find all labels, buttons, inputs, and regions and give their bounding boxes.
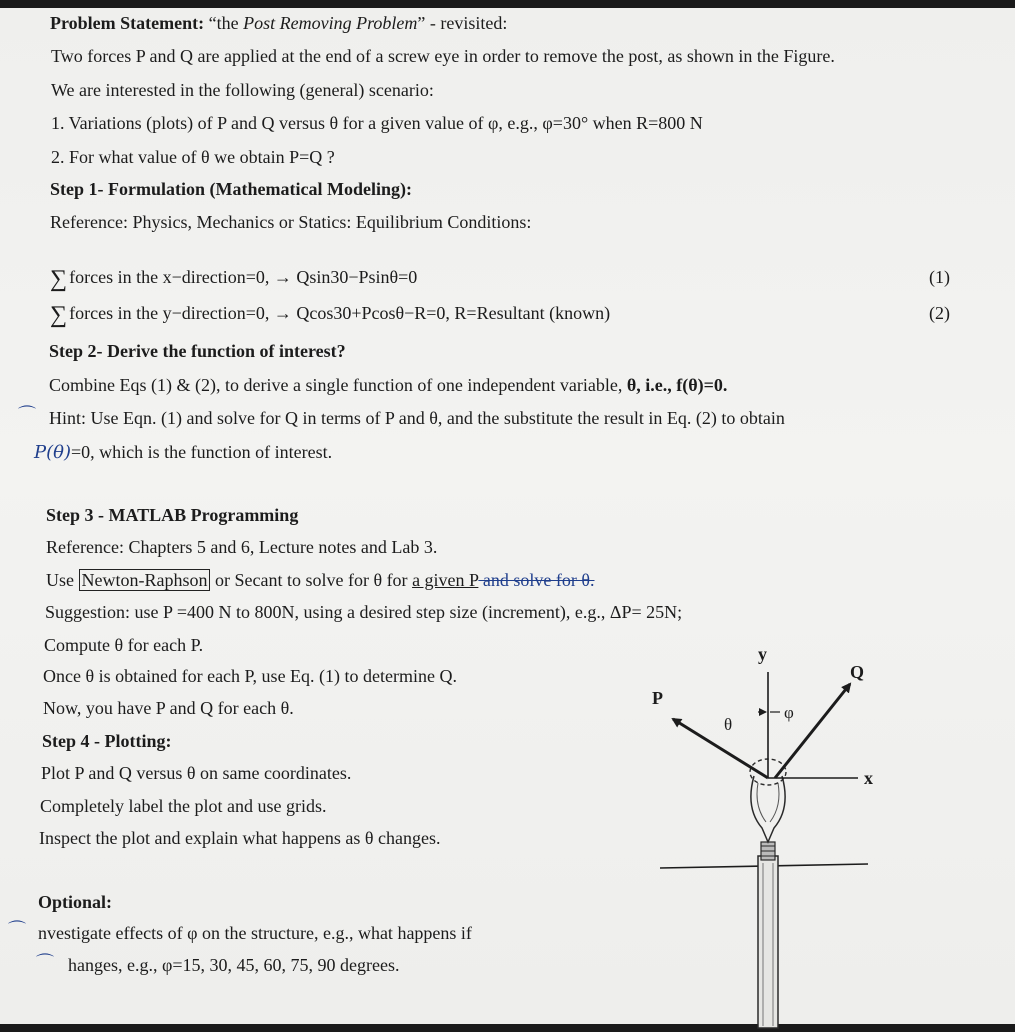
step3-once: Once θ is obtained for each P, use Eq. (1) to determine Q. [43,666,457,686]
force-q-label: Q [850,662,865,682]
theta-label: θ [724,715,733,734]
optional-line-2: hanges, e.g., φ=15, 30, 45, 60, 75, 90 degrees. [68,955,400,975]
step4-line-2: Completely label the plot and use grids. [40,796,327,816]
force-p-label: P [652,688,663,708]
phi-label: φ [784,703,794,722]
step4-heading: Step 4 - Plotting: [42,731,172,751]
step3-suggestion: Suggestion: use P =400 N to 800N, using a desired step size (increment), e.g., ΔP= 25N; [45,602,683,622]
problem-title: Problem Statement: “the Post Removing Problem” - revisited: [50,13,508,33]
scenario-item-1: 1. Variations (plots) of P and Q versus θ for a given value of φ, e.g., φ=30° when R=800 N [51,113,703,133]
sigma-symbol: ∑ [50,266,68,292]
step3-now: Now, you have P and Q for each θ. [43,698,294,718]
handwritten-mark: ⌒ [36,953,54,973]
step2-hint: Hint: Use Eqn. (1) and solve for Q in terms of P and θ, and the substitute the result in Eq. (2) to obtain [49,408,785,428]
step3-reference: Reference: Chapters 5 and 6, Lecture notes and Lab 3. [46,537,438,557]
step4-line-3: Inspect the plot and explain what happens as θ changes. [39,828,441,848]
equation-2-number: (2) [929,303,950,323]
struck-text: and solve for θ. [478,570,595,590]
optional-line-1: nvestigate effects of φ on the structure, e.g., what happens if [38,923,472,943]
scenario-item-2: 2. For what value of θ we obtain P=Q ? [51,147,335,167]
intro-line-1: Two forces P and Q are applied at the end of a screw eye in order to remove the post, as shown in the Figure. [51,46,835,66]
step3-compute: Compute θ for each P. [44,635,204,655]
screw-eye [751,776,785,842]
force-diagram [640,638,900,1032]
equation-2: ∑ forces in the y−direction=0, → Qcos30+Pcosθ−R=0, R=Resultant (known) [50,302,611,328]
step2-function-line: P(θ)=0, which is the function of interest. [34,442,333,463]
force-q-arrow [775,684,850,778]
step3-method-line: Use Newton-Raphson or Secant to solve for θ for a given P and solve for θ. [46,570,595,590]
worksheet-page [0,8,1015,1024]
handwritten-mark: ⌒ [18,405,36,425]
post [758,856,778,1028]
step4-line-1: Plot P and Q versus θ on same coordinates. [41,763,352,783]
step3-heading: Step 3 - MATLAB Programming [46,505,299,525]
intro-line-2: We are interested in the following (general) scenario: [51,80,434,100]
y-axis-label: y [758,644,767,664]
step2-heading: Step 2- Derive the function of interest? [49,341,346,361]
equation-1: ∑ forces in the x−direction=0, → Qsin30−Psinθ=0 [50,266,418,292]
equation-1-number: (1) [929,267,950,287]
handwritten-function: P(θ) [34,442,71,463]
step1-heading: Step 1- Formulation (Mathematical Modeling): [50,179,412,199]
x-axis-label: x [864,768,873,788]
step2-line-1: Combine Eqs (1) & (2), to derive a single function of one independent variable, θ, i.e., f(θ)=0. [49,375,728,395]
boxed-method: Newton-Raphson [79,569,211,591]
sigma-symbol: ∑ [50,302,68,328]
step1-reference: Reference: Physics, Mechanics or Statics: Equilibrium Conditions: [50,212,532,232]
post-figure [640,638,900,1032]
handwritten-mark: ⌒ [8,920,26,940]
force-p-arrow [673,719,768,778]
optional-heading: Optional: [38,892,113,912]
